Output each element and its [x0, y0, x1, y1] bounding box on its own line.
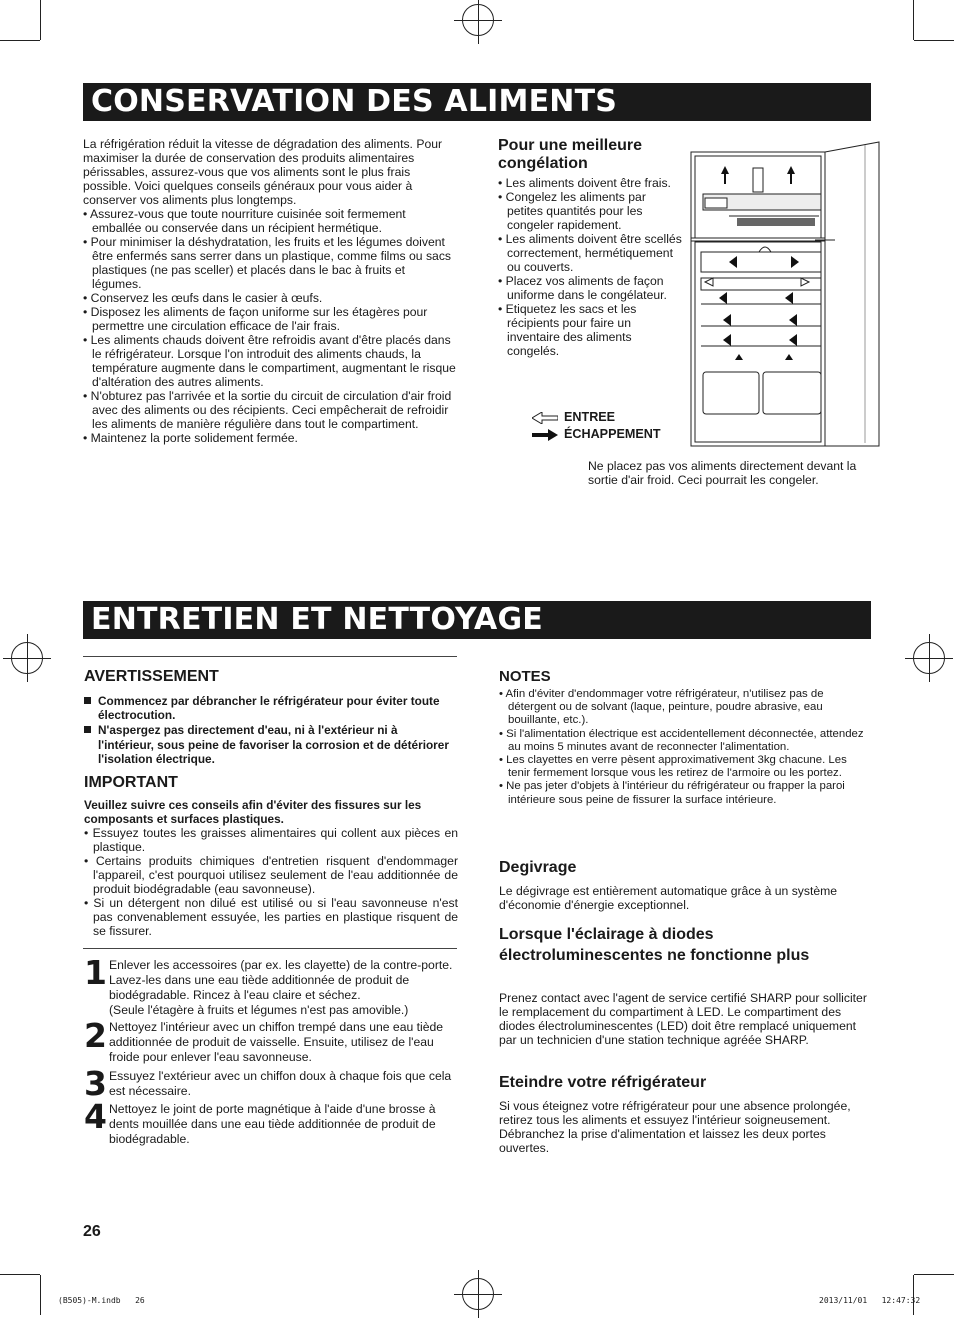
list-item: • Afin d'éviter d'endommager votre réfrigérateur, n'utilisez pas de détergent ou de solvant (laque, peinture, poudre abrasive, eau bouillante, etc.).	[499, 688, 824, 727]
list-item: • Les clayettes en verre pèsent approximativement 3kg chacune. Les tenir fermement lorsque vous les retirez de l'armoire ou les portez.	[499, 754, 847, 780]
list-item: • Ne pas jeter d'objets à l'intérieur du réfrigérateur ou frapper la paroi intérieure sous peine de fissurer la surface intérieure.	[499, 780, 845, 806]
warning-item: N'aspergez pas directement d'eau, ni à l'extérieur ni à l'intérieur, sous peine de favoriser la corrosion et de détériorer l'isolation électrique.	[84, 723, 456, 766]
list-item: • Les aliments chauds doivent être refroidis avant d'être placés dans le réfrigérateur. Lorsque l'on introduit des aliments chauds, la température augmente dans le compartiment, augmentant le risque d'altération des autres aliments.	[83, 333, 456, 389]
file-slug: (B505)-M.indb 26	[58, 1296, 145, 1305]
list-item: • Pour minimiser la déshydratation, les fruits et les légumes doivent être enfermés sans serrer dans un plastique, comme films ou sacs plastiques (ne pas sceller) et placés dans le bac à fruits et légumes.	[83, 235, 452, 291]
outlet-arrow-icon	[532, 429, 558, 441]
list-item: • Placez vos aliments de façon uniforme dans le congélateur.	[498, 274, 667, 302]
conservation-text	[83, 137, 457, 445]
warning-heading: AVERTISSEMENT	[84, 668, 219, 685]
list-item: • Si l'alimentation électrique est accidentellement déconnectée, attendez au moins 5 minutes avant de reconnecter l'alimentation.	[499, 727, 864, 753]
registration-mark-icon	[462, 4, 494, 36]
list-item: • Les aliments doivent être frais.	[498, 176, 671, 190]
freeze-list	[498, 176, 683, 358]
important-heading: IMPORTANT	[84, 774, 178, 791]
list-item: • N'obturez pas l'arrivée et la sortie du circuit de circulation d'air froid avec des aliments ou des récipients. Ceci empêcherait de refroidir les aliments de manière régulière dans tout le compartiment.	[83, 389, 452, 431]
list-item: • Assurez-vous que toute nourriture cuisinée soit fermement emballée ou conservée dans un récipient hermétique.	[83, 207, 406, 235]
freeze-heading: Pour une meilleure congélation	[498, 137, 643, 172]
list-item: • Maintenez la porte solidement fermée.	[83, 431, 298, 445]
defrost-heading: Degivrage	[499, 859, 577, 876]
warning-item: Commencez par débrancher le réfrigérateur pour éviter toute électrocution.	[84, 694, 456, 722]
led-heading: Lorsque l'éclairage à diodes électroluminescentes ne fonctionne plus	[499, 926, 810, 964]
section-title-entretien: ENTRETIEN ET NETTOYAGE	[83, 601, 871, 639]
step-text: Nettoyez l'intérieur avec un chiffon trempé dans une eau tiède additionnée de produit de vaisselle. Ensuite, utilisez de l'eau froide pour enlever l'eau savonneuse.	[109, 1020, 444, 1064]
step-text: Enlever les accessoires (par ex. les clayette) de la contre-porte. Lavez-les dans une eau tiède additionnée de produit de biodégradable. Rincez à l'eau claire et séchez. (Seule l'étagère à fruits et légumes n'est pas amovible.)	[109, 958, 453, 1017]
notes-list	[499, 688, 871, 807]
page-number: 26	[83, 1223, 101, 1240]
legend-outlet-label: ÉCHAPPEMENT	[564, 427, 661, 441]
inlet-arrow-icon	[532, 412, 558, 424]
divider	[83, 656, 457, 657]
list-item: • Etiquetez les sacs et les récipients pour faire un inventaire des aliments congelés.	[498, 302, 637, 358]
legend-inlet-label: ENTREE	[564, 410, 616, 424]
list-item: • Si un détergent non dilué est utilisé ou si l'eau savonneuse n'est pas convenablement essuyée, les parties en plastique risquent de se fissurer.	[84, 896, 458, 938]
notes-heading: NOTES	[499, 668, 551, 685]
registration-mark-icon	[913, 642, 945, 674]
step-number: 2	[84, 1016, 107, 1055]
step-text: Nettoyez le joint de porte magnétique à l'aide d'une brosse à dents mouillée dans une eau tiède additionnée de produit de biodégradable.	[109, 1102, 436, 1146]
crop-mark	[913, 1275, 914, 1315]
crop-mark	[0, 40, 40, 41]
step-number: 1	[84, 953, 107, 992]
list-item: • Congelez les aliments par petites quantités pour les congeler rapidement.	[498, 190, 646, 232]
diagram-caption: Ne placez pas vos aliments directement devant la sortie d'air froid. Ceci pourrait les congeler.	[588, 459, 857, 487]
step-number: 4	[84, 1097, 107, 1136]
list-item: • Essuyez toutes les graisses alimentaires qui collent aux pièces en plastique.	[84, 826, 458, 854]
off-text: Si vous éteignez votre réfrigérateur pour une absence prolongée, retirez tous les aliments et essuyez l'intérieur soigneusement. Débranchez la prise d'alimentation et laissez les deux portes ouvertes.	[499, 1099, 851, 1155]
crop-mark	[914, 40, 954, 41]
crop-mark	[0, 1274, 40, 1275]
registration-mark-icon	[462, 1278, 494, 1310]
off-heading: Eteindre votre réfrigérateur	[499, 1074, 707, 1091]
crop-mark	[40, 0, 41, 40]
list-item: • Les aliments doivent être scellés correctement, hermétiquement ou couverts.	[498, 232, 682, 274]
list-item: • Disposez les aliments de façon uniforme sur les étagères pour permettre une circulation efficace de l'air frais.	[83, 305, 428, 333]
crop-mark	[913, 0, 914, 40]
warning-list	[84, 694, 456, 766]
crop-mark	[40, 1275, 41, 1315]
important-lead: Veuillez suivre ces conseils afin d'éviter des fissures sur les composants et surfaces plastiques.	[84, 798, 422, 826]
fridge-airflow-diagram	[689, 140, 881, 448]
list-item: • Certains produits chimiques d'entretien risquent d'endommager l'appareil, c'est pourquoi utilisez seulement de l'eau additionnée de produit biodégradable (eau savonneuse).	[84, 854, 458, 896]
divider	[83, 948, 457, 949]
list-item: • Conservez les œufs dans le casier à œufs.	[83, 291, 323, 305]
defrost-text: Le dégivrage est entièrement automatique grâce à un système d'économie d'énergie exceptionnel.	[499, 884, 838, 912]
registration-mark-icon	[11, 642, 43, 674]
important-block	[84, 798, 458, 938]
print-timestamp: 2013/11/01 12:47:32	[819, 1296, 921, 1305]
crop-mark	[914, 1274, 954, 1275]
step-number: 3	[84, 1064, 107, 1103]
led-text: Prenez contact avec l'agent de service certifié SHARP pour solliciter le remplacement du compartiment à LED. Le compartiment des diodes électroluminescentes (LED) doit être remplacé uniquement par un technicien d'une station technique agréée SHARP.	[499, 991, 867, 1047]
intro-paragraph: La réfrigération réduit la vitesse de dégradation des aliments. Pour maximiser la durée de conservation des produits alimentaires périssables, assurez-vous que vos aliments sont le plus frais possible. Voici quelques conseils généraux pour vous aider à conserver vos aliments plus longtemps.	[83, 137, 443, 207]
section-title-conservation: CONSERVATION DES ALIMENTS	[83, 83, 871, 121]
step-text: Essuyez l'extérieur avec un chiffon doux à chaque fois que cela est nécessaire.	[109, 1069, 452, 1098]
